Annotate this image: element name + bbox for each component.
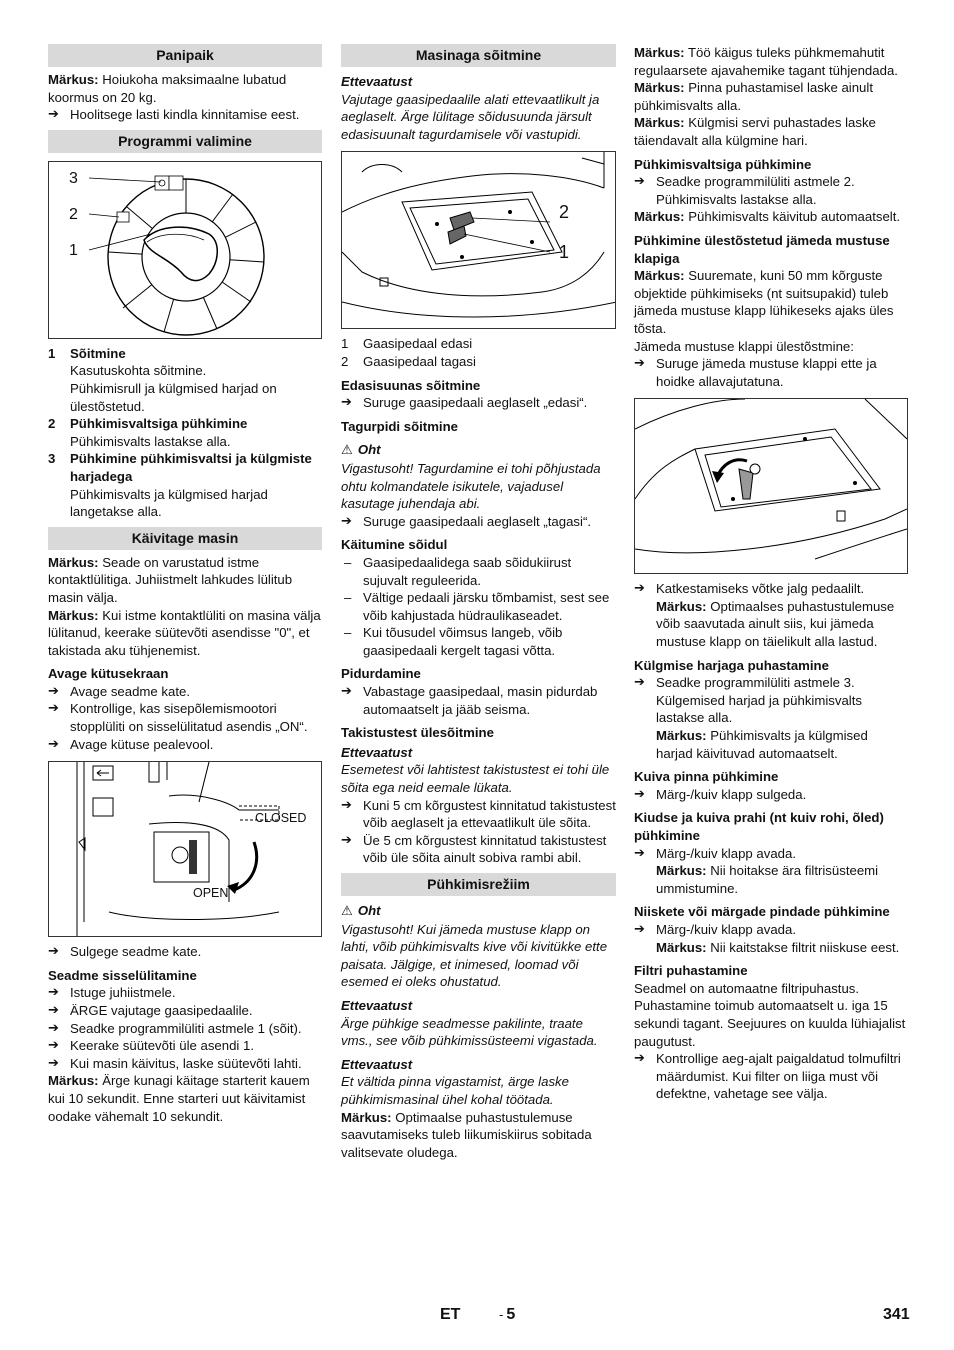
list-item: – Vältige pedaali järsku tõmbamist, sest see võib kahjustada hüdraulikaseadet. bbox=[341, 589, 616, 624]
subheading-kaitumine: Käitumine sõidul bbox=[341, 537, 448, 553]
subheading-tagurpidi: Tagurpidi sõitmine bbox=[341, 418, 458, 434]
step: ➔ Suruge jämeda mustuse klappi ette ja hoidke allavajutatuna. bbox=[634, 355, 908, 390]
legend-item: 2 Gaasipedaal tagasi bbox=[341, 353, 476, 369]
note: Märkus: Seade on varustatud istme kontaktlülitiga. Juhiistmelt lahkudes lülitub masin välja. bbox=[48, 554, 293, 605]
flap-lever-drawing bbox=[635, 399, 907, 574]
caution-heading: Ettevaatust bbox=[341, 74, 413, 89]
program-dial-drawing bbox=[49, 162, 322, 339]
column-2 bbox=[341, 44, 616, 1161]
note: Märkus: Hoiukoha maksimaalne lubatud koormus on 20 kg. bbox=[48, 72, 287, 105]
note: Märkus: Nii kaitstakse filtrit niiskuse eest. bbox=[656, 939, 900, 955]
section-header-masinaga: Masinaga sõitmine bbox=[341, 44, 616, 67]
section-header-kaivitage: Käivitage masin bbox=[48, 527, 322, 550]
open-label: OPEN bbox=[193, 886, 229, 901]
step: ➔ Avage seadme kate. bbox=[48, 683, 322, 701]
note: Märkus: Nii hoitakse ära filtrisüsteemi ummistumine. bbox=[656, 863, 879, 896]
note: Märkus: Kui istme kontaktlüliti on masina välja lülitanud, keerake süütevõti asendisse "0", et takistada aku tühjenemist. bbox=[48, 607, 321, 658]
caution-text: Vajutage gaasipedaalile alati ettevaatlikult ja aeglaselt. Ärge lülitage sõidusuunda järsult edasisuunalt tagurdamisele või vastupidi. bbox=[341, 91, 600, 142]
paragraph: Jämeda mustuse klappi ülestõstmine: bbox=[634, 338, 854, 354]
note: Märkus: Ärge kunagi käitage starterit kauem kui 10 sekundit. Enne starteri uut käivitamist oodake vähemalt 10 sekundit. bbox=[48, 1073, 310, 1124]
step: ➔ Märg-/kuiv klapp avada. bbox=[634, 845, 908, 863]
paragraph: Seadmel on automaatne filtripuhastus. Puhastamine toimub automaatselt u. iga 15 sekundi tagant. Seejuures on kuulda lühiajalist paugutust. bbox=[634, 980, 906, 1049]
section-header-panipaik: Panipaik bbox=[48, 44, 322, 67]
legend-item: 1 Gaasipedaal edasi bbox=[341, 336, 473, 352]
step: ➔ Suruge gaasipedaali aeglaselt „tagasi“. bbox=[341, 513, 616, 531]
program-item-3: 3 Pühkimine pühkimisvaltsi ja külgmiste harjadega Pühkimisvalts ja külgmised harjad langetakse alla. bbox=[48, 451, 312, 520]
program-item-1: 1 Sõitmine Kasutuskohta sõitmine. Pühkimisrull ja külgmised harjad on ülestõstetud. bbox=[48, 345, 277, 414]
note: Märkus: Pühkimisvalts käivitub automaatselt. bbox=[634, 209, 901, 225]
danger-text: Vigastusoht! Tagurdamine ei tohi põhjustada ohtu kolmandatele isikutele, vajadusel kasutage juhendaja abi. bbox=[341, 460, 601, 512]
step: ➔ Kuni 5 cm kõrgustest kinnitatud takistustest võib aeglaselt ja ettevaatlikult üle sõita. bbox=[341, 797, 616, 832]
note: Märkus: Optimaalse puhastustulemuse saavutamiseks tuleb liikumiskiirus sobitada valitsevate oludega. bbox=[341, 1109, 592, 1160]
caution-text: Et vältida pinna vigastamist, ärge laske pühkimismasinal ühel kohal töötada. bbox=[341, 1074, 569, 1107]
step: ➔ Kui masin käivitus, laske süütevõti lahti. bbox=[48, 1055, 322, 1073]
step: ➔ Märg-/kuiv klapp sulgeda. bbox=[634, 786, 908, 804]
caution-heading: Ettevaatust bbox=[341, 997, 413, 1013]
note: Märkus: Suuremate, kuni 50 mm kõrguste objektide pühkimiseks (nt suitsupakid) tuleb jämeda mustuse klapp lühikeseks ajaks üles tõsta. bbox=[634, 268, 894, 336]
gas-pedal-drawing bbox=[342, 152, 616, 329]
subheading-pidurdamine: Pidurdamine bbox=[341, 666, 421, 682]
note: Märkus: Pinna puhastamisel laske ainult pühkimisvalts alla. bbox=[634, 80, 873, 113]
step: ➔ Sulgege seadme kate. bbox=[48, 943, 322, 961]
footer-page-local: - 5 bbox=[499, 1306, 516, 1323]
column-1 bbox=[48, 44, 322, 1125]
subheading-takistus: Takistustest ülesõitmine bbox=[341, 725, 494, 741]
warning-icon: ⚠ bbox=[341, 443, 353, 459]
step: ➔ Kontrollige, kas sisepõlemismootori stopplüliti on sisselülitatud asendis „ON“. bbox=[48, 700, 322, 735]
step: ➔ Vabastage gaasipedaal, masin pidurdab automaatselt ja jääb seisma. bbox=[341, 683, 616, 718]
program-item-2: 2 Pühkimisvaltsiga pühkimine Pühkimisvalts lastakse alla. bbox=[48, 416, 248, 449]
subheading-kiudse: Kiudse ja kuiva prahi (nt kuiv rohi, õled) pühkimine bbox=[634, 810, 884, 843]
note: Märkus: Optimaalses puhastustulemuse võib saavutada ainult siis, kui jämeda mustuse klapp on täielikult alla lastud. bbox=[656, 598, 895, 650]
step: ➔ Keerake süütevõti üle asendi 1. bbox=[48, 1037, 322, 1055]
step: ➔ Katkestamiseks võtke jalg pedaalilt. bbox=[634, 580, 908, 598]
step: ➔ Seadke programmilüliti astmele 3. Külgemised harjad ja pühkimisvalts lastakse alla. bbox=[634, 674, 908, 727]
subheading-kh: Külgmise harjaga puhastamine bbox=[634, 657, 829, 673]
dial-label-2: 2 bbox=[69, 205, 78, 223]
subheading-kuiva: Kuiva pinna pühkimine bbox=[634, 769, 779, 785]
step: ➔ Seadke programmilüliti astmele 1 (sõit). bbox=[48, 1020, 322, 1038]
caution-text: Esemetest või lahtistest takistustest ei tohi üle sõita ega neid eemale lükata. bbox=[341, 762, 610, 796]
flap-lever-figure bbox=[634, 398, 908, 574]
subheading-niiske: Niiskete või märgade pindade pühkimine bbox=[634, 904, 890, 920]
list-item: – Gaasipedaalidega saab sõidukiirust sujuvalt reguleerida. bbox=[341, 554, 616, 589]
step: ➔ Üe 5 cm kõrgustest kinnitatud takistustest võib üle sõita ainult sobiva rambi abil. bbox=[341, 832, 616, 867]
footer-page-number: 341 bbox=[883, 1306, 910, 1323]
step: ➔ Istuge juhiistmele. bbox=[48, 984, 322, 1002]
caution-text: Ärge pühkige seadmesse pakilinte, traate vms., see võib pühkimissüsteemi vigastada. bbox=[341, 1015, 598, 1049]
column-3 bbox=[634, 44, 908, 1103]
subheading-edasi: Edasisuunas sõitmine bbox=[341, 377, 481, 393]
note: Märkus: Külgmisi servi puhastades laske täiendavalt alla külgmine hari. bbox=[634, 115, 876, 148]
subheading-filtri: Filtri puhastamine bbox=[634, 963, 748, 979]
fuel-valve-figure bbox=[48, 761, 322, 937]
subheading-sisselulitamine: Seadme sisselülitamine bbox=[48, 967, 197, 983]
pedal-label-1: 1 bbox=[559, 242, 570, 263]
step: ➔ ÄRGE vajutage gaasipedaalile. bbox=[48, 1002, 322, 1020]
subheading-pv: Pühkimisvaltsiga pühkimine bbox=[634, 156, 812, 172]
danger-heading: ⚠ Oht bbox=[341, 442, 381, 459]
section-header-puhkimis: Pühkimisrežiim bbox=[341, 873, 616, 896]
warning-icon: ⚠ bbox=[341, 904, 353, 919]
fuel-valve-drawing bbox=[49, 762, 322, 937]
caution-heading: Ettevaatust bbox=[341, 1056, 413, 1072]
dial-label-1: 1 bbox=[69, 241, 78, 259]
footer-language: ET bbox=[440, 1306, 461, 1323]
program-dial-figure bbox=[48, 161, 322, 339]
section-header-programm: Programmi valimine bbox=[48, 130, 322, 153]
pedal-label-2: 2 bbox=[559, 202, 570, 223]
subheading-klapp: Pühkimine ülestõstetud jämeda mustuse klapiga bbox=[634, 232, 890, 266]
danger-heading: ⚠ Oht bbox=[341, 903, 381, 919]
list-item: – Kui tõusudel võimsus langeb, võib gaasipedaali kergelt tagasi võtta. bbox=[341, 624, 616, 659]
closed-label: CLOSED bbox=[255, 811, 307, 826]
gas-pedal-figure bbox=[341, 151, 616, 329]
step: ➔ Seadke programmilüliti astmele 2. Pühkimisvalts lastakse alla. bbox=[634, 173, 908, 208]
step: ➔ Avage kütuse pealevool. bbox=[48, 736, 322, 754]
step: ➔ Hoolitsege lasti kindla kinnitamise eest. bbox=[48, 106, 322, 124]
caution-heading: Ettevaatust bbox=[341, 744, 413, 760]
step: ➔ Märg-/kuiv klapp avada. bbox=[634, 921, 908, 939]
step: ➔ Kontrollige aeg-ajalt paigaldatud tolmufiltri määrdumist. Kui filter on liiga must või defektne, vahetage see välja. bbox=[634, 1050, 908, 1103]
note: Märkus: Töö käigus tuleks pühkmemahutit regulaarsete ajavahemike tagant tühjendada. bbox=[634, 45, 898, 78]
step: ➔ Suruge gaasipedaali aeglaselt „edasi“. bbox=[341, 394, 616, 412]
dial-label-3: 3 bbox=[69, 169, 78, 187]
note: Märkus: Pühkimisvalts ja külgmised harjad käivituvad automaatselt. bbox=[656, 728, 868, 761]
danger-text: Vigastusoht! Kui jämeda mustuse klapp on lahti, võib pühkimisvalts kive või kivitükke ette paisata. Jälgige, et inimesed, loomad või esemed ei oleks ohustatud. bbox=[341, 921, 608, 990]
subheading-avage: Avage kütusekraan bbox=[48, 666, 169, 682]
